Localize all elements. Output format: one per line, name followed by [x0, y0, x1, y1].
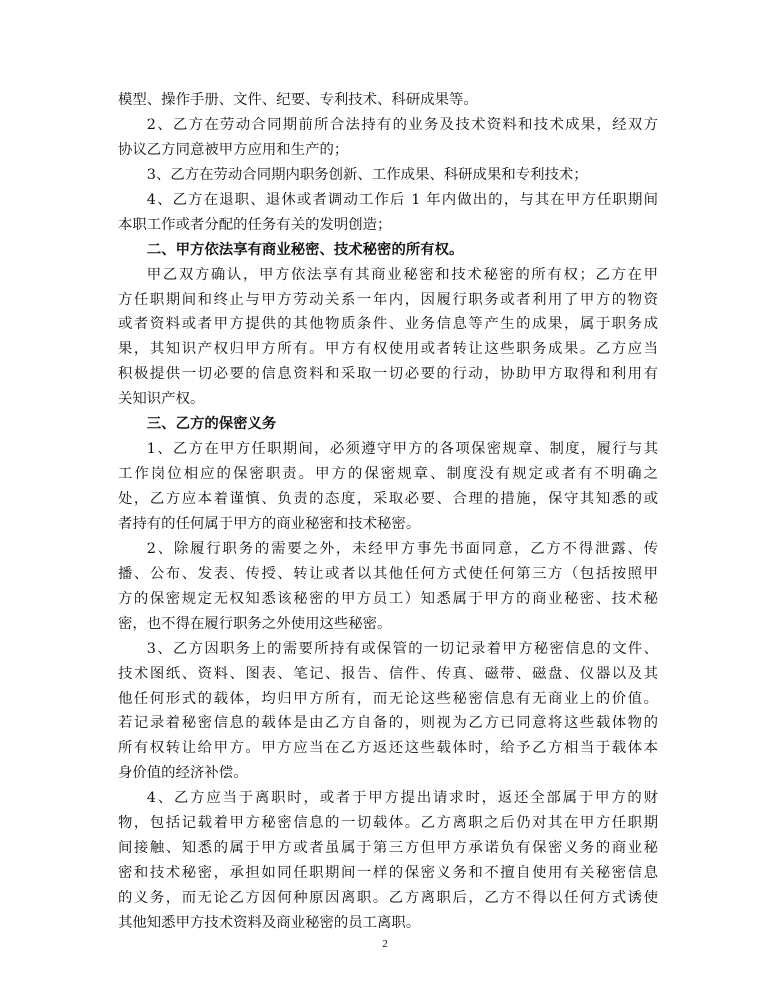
text-line: 处，乙方应本着谨慎、负责的态度，采取必要、合理的措施，保守其知悉的或: [118, 491, 658, 507]
text-line: 甲乙双方确认，甲方依法享有其商业秘密和技术秘密的所有权；乙方在甲: [146, 266, 658, 283]
text-line: 所有权转让给甲方。甲方应当在乙方返还这些载体时，给予乙方相当于载体本: [118, 740, 658, 757]
text-line: 物，包括记载着甲方秘密信息的一切载体。乙方离职之后仍对其在甲方任职期: [118, 815, 658, 832]
text-line: 他任何形式的载体，均归甲方所有，而无论这些秘密信息有无商业上的价值。: [118, 690, 658, 707]
text-line: 4、乙方应当于离职时，或者于甲方提出请求时，返还全部属于甲方的财: [146, 790, 658, 807]
text-line: 3、乙方在劳动合同期内职务创新、工作成果、科研成果和专利技术；: [146, 166, 588, 183]
text-line: 的义务，而无论乙方因何种原因离职。乙方离职后，乙方不得以任何方式诱使: [118, 890, 658, 906]
text-line: 1、乙方在甲方任职期间，必须遵守甲方的各项保密规章、制度，履行与其: [146, 441, 658, 458]
text-line: 身价值的经济补偿。: [118, 765, 248, 782]
text-line: 关知识产权。: [118, 391, 205, 408]
text-line: 若记录着秘密信息的载体是由乙方自备的，则视为乙方已同意将这些载体物的: [118, 715, 658, 732]
section-heading: 三、乙方的保密义务: [146, 415, 277, 433]
text-line: 或者资料或者甲方提供的其他物质条件、业务信息等产生的成果，属于职务成: [118, 316, 658, 333]
text-line: 本职工作或者分配的任务有关的发明创造；: [118, 216, 392, 233]
text-line: 技术图纸、资料、图表、笔记、报告、信件、传真、磁带、磁盘、仪器以及其: [118, 665, 658, 682]
text-line: 4、乙方在退职、退休或者调动工作后 1 年内做出的，与其在甲方任职期间: [146, 191, 658, 208]
document-body: [118, 88, 658, 936]
text-line: 模型、操作手册、文件、纪要、专利技术、科研成果等。: [118, 92, 478, 108]
section-heading: 二、甲方依法享有商业秘密、技术秘密的所有权。: [146, 240, 464, 258]
text-line: 间接触、知悉的属于甲方或者虽属于第三方但甲方承诺负有保密义务的商业秘: [118, 840, 658, 857]
text-line: 方任职期间和终止与甲方劳动关系一年内，因履行职务或者利用了甲方的物资: [118, 291, 658, 308]
text-line: 播、公布、发表、传授、转让或者以其他任何方式使任何第三方（包括按照甲: [118, 565, 658, 582]
text-line: 工作岗位相应的保密职责。甲方的保密规章、制度没有规定或者有不明确之: [118, 466, 658, 483]
text-line: 协议乙方同意被甲方应用和生产的；: [118, 141, 349, 158]
text-line: 3、乙方因职务上的需要所持有或保管的一切记录着甲方秘密信息的文件、: [146, 640, 658, 657]
text-line: 密，也不得在履行职务之外使用这些秘密。: [118, 615, 392, 632]
text-line: 其他知悉甲方技术资料及商业秘密的员工离职。: [118, 914, 421, 931]
text-line: 者持有的任何属于甲方的商业秘密和技术秘密。: [118, 515, 421, 532]
text-line: 方的保密规定无权知悉该秘密的甲方员工）知悉属于甲方的商业秘密、技术秘: [118, 590, 658, 607]
text-line: 2、乙方在劳动合同期前所合法持有的业务及技术资料和技术成果，经双方: [146, 116, 658, 133]
text-line: 2、除履行职务的需要之外，未经甲方事先书面同意，乙方不得泄露、传: [146, 540, 658, 557]
text-line: 果，其知识产权归甲方所有。甲方有权使用或者转让这些职务成果。乙方应当: [118, 341, 658, 358]
text-line: 积极提供一切必要的信息资料和采取一切必要的行动，协助甲方取得和利用有: [118, 366, 658, 383]
text-line: 密和技术秘密，承担如同任职期间一样的保密义务和不擅自使用有关秘密信息: [118, 865, 658, 882]
page-number: 2: [382, 938, 388, 950]
